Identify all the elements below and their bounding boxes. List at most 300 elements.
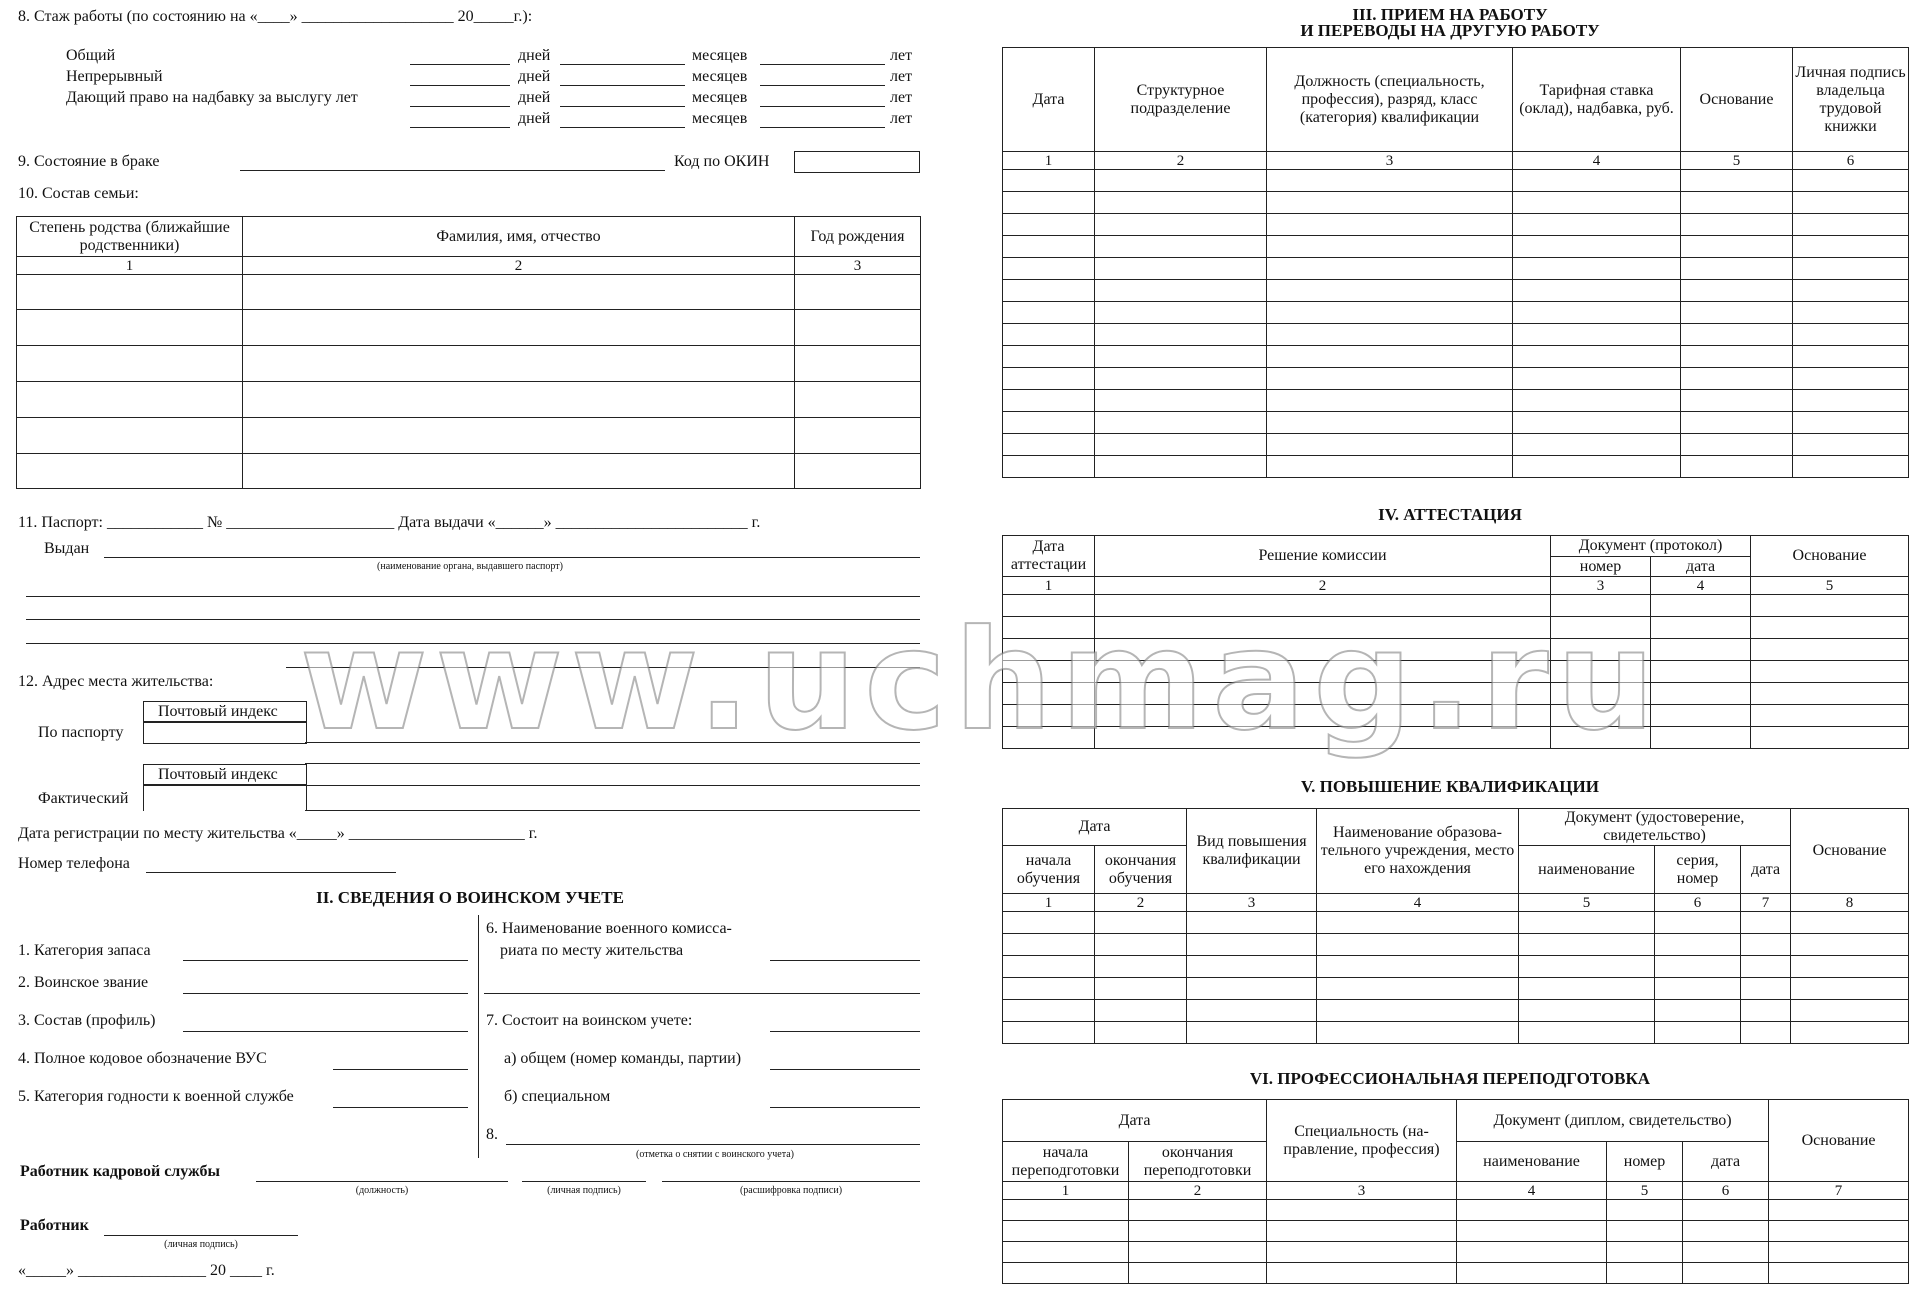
- table-cell[interactable]: [795, 346, 921, 382]
- table-cell[interactable]: [1651, 727, 1751, 749]
- table-cell[interactable]: [795, 310, 921, 346]
- table-cell[interactable]: [1551, 727, 1651, 749]
- months-field[interactable]: [560, 106, 685, 107]
- table-cell[interactable]: [1095, 456, 1267, 478]
- table-cell[interactable]: [1129, 1263, 1267, 1284]
- table-cell[interactable]: [1003, 956, 1095, 978]
- table-row: [1003, 236, 1909, 258]
- table-cell[interactable]: [1681, 434, 1793, 456]
- years-field[interactable]: [760, 106, 885, 107]
- family-label: 10. Состав семьи:: [18, 185, 139, 202]
- table-cell[interactable]: [1769, 1242, 1909, 1263]
- by-passport-address-field[interactable]: [305, 742, 920, 743]
- header-rate: Тарифная ставка (оклад), надбавка, руб.: [1513, 48, 1681, 152]
- table-cell[interactable]: [1003, 280, 1095, 302]
- deregistration-field[interactable]: [506, 1144, 920, 1145]
- fitness-category-field[interactable]: [333, 1107, 468, 1108]
- table-cell[interactable]: [1267, 302, 1513, 324]
- by-passport-label: По паспорту: [38, 724, 124, 741]
- table-cell[interactable]: [1513, 280, 1681, 302]
- table-cell[interactable]: [1751, 617, 1909, 639]
- table-cell[interactable]: [1681, 170, 1793, 192]
- signature-date-line: «_____» ________________ 20 ____ г.: [18, 1262, 275, 1279]
- table-cell[interactable]: [1003, 434, 1095, 456]
- table-cell[interactable]: [1267, 1221, 1457, 1242]
- table-cell[interactable]: [1681, 236, 1793, 258]
- table-cell[interactable]: [1551, 705, 1651, 727]
- column-number: 3: [1187, 894, 1317, 912]
- table-cell[interactable]: [1655, 912, 1741, 934]
- profile-field[interactable]: [183, 1031, 468, 1032]
- table-cell[interactable]: [1607, 1263, 1683, 1284]
- table-cell[interactable]: [1003, 412, 1095, 434]
- table-cell[interactable]: [17, 310, 243, 346]
- table-cell[interactable]: [1751, 727, 1909, 749]
- years-field[interactable]: [760, 64, 885, 65]
- table-cell[interactable]: [1651, 705, 1751, 727]
- table-cell[interactable]: [1267, 236, 1513, 258]
- table-row: [1003, 456, 1909, 478]
- column-number: 6: [1793, 152, 1909, 170]
- table-cell[interactable]: [1793, 390, 1909, 412]
- table-cell[interactable]: [1513, 324, 1681, 346]
- table-cell[interactable]: [1751, 661, 1909, 683]
- table-cell[interactable]: [1003, 390, 1095, 412]
- issued-by-field[interactable]: [104, 557, 920, 558]
- table-cell[interactable]: [1003, 727, 1095, 749]
- table-cell[interactable]: [1681, 368, 1793, 390]
- issued-by-field-line[interactable]: [26, 596, 920, 597]
- table-cell[interactable]: [17, 454, 243, 489]
- table-cell[interactable]: [1513, 170, 1681, 192]
- table-cell[interactable]: [1129, 1242, 1267, 1263]
- table-cell[interactable]: [795, 418, 921, 454]
- table-cell[interactable]: [1769, 1200, 1909, 1221]
- table-cell[interactable]: [1655, 1000, 1741, 1022]
- table-cell[interactable]: [1551, 617, 1651, 639]
- table-cell[interactable]: [1003, 1200, 1129, 1221]
- military-rank-field[interactable]: [183, 993, 468, 994]
- table-cell[interactable]: [1791, 912, 1909, 934]
- table-cell[interactable]: [1551, 595, 1651, 617]
- table-cell[interactable]: [1003, 456, 1095, 478]
- header-doc-date: дата: [1651, 557, 1751, 577]
- table-cell[interactable]: [1095, 683, 1551, 705]
- table-cell[interactable]: [1607, 1221, 1683, 1242]
- table-cell[interactable]: [1317, 956, 1519, 978]
- table-cell[interactable]: [243, 382, 795, 418]
- table-cell[interactable]: [1003, 683, 1095, 705]
- table-cell[interactable]: [1741, 1022, 1791, 1044]
- table-cell[interactable]: [1267, 324, 1513, 346]
- table-cell[interactable]: [1003, 934, 1095, 956]
- table-cell[interactable]: [1513, 192, 1681, 214]
- column-number: 4: [1513, 152, 1681, 170]
- table-row: [1003, 390, 1909, 412]
- header-doc-date: дата: [1683, 1142, 1769, 1182]
- family-table: [16, 216, 921, 489]
- table-cell[interactable]: [1513, 214, 1681, 236]
- table-row: [1003, 1263, 1909, 1284]
- registration-date-line: Дата регистрации по месту жительства «_____» ______________________ г.: [18, 825, 538, 842]
- table-cell[interactable]: [1129, 1221, 1267, 1242]
- table-cell[interactable]: [17, 418, 243, 454]
- table-cell[interactable]: [795, 275, 921, 310]
- table-cell[interactable]: [1003, 661, 1095, 683]
- general-registration-field[interactable]: [770, 1069, 920, 1070]
- table-cell[interactable]: [1769, 1263, 1909, 1284]
- registration-field[interactable]: [770, 1031, 920, 1032]
- table-cell[interactable]: [1681, 390, 1793, 412]
- table-cell[interactable]: [1095, 412, 1267, 434]
- column-number: 1: [1003, 1182, 1129, 1200]
- table-cell[interactable]: [1683, 1221, 1769, 1242]
- table-cell[interactable]: [1519, 912, 1655, 934]
- table-cell[interactable]: [1267, 1242, 1457, 1263]
- table-cell[interactable]: [1267, 346, 1513, 368]
- table-cell[interactable]: [1187, 1022, 1317, 1044]
- table-cell[interactable]: [1457, 1200, 1607, 1221]
- table-cell[interactable]: [1683, 1263, 1769, 1284]
- column-number: 2: [1129, 1182, 1267, 1200]
- table-cell[interactable]: [1793, 456, 1909, 478]
- table-row: [1003, 170, 1909, 192]
- table-cell[interactable]: [1095, 1022, 1187, 1044]
- column-number: 1: [1003, 152, 1095, 170]
- actual-address-field-line[interactable]: [305, 785, 920, 786]
- table-cell[interactable]: [1793, 346, 1909, 368]
- section-8-title: 8. Стаж работы (по состоянию на «____» ___________________ 20_____г.):: [18, 8, 533, 25]
- table-cell[interactable]: [1741, 912, 1791, 934]
- table-cell[interactable]: [1187, 912, 1317, 934]
- marital-status-field[interactable]: [240, 170, 665, 171]
- actual-address-field[interactable]: [305, 810, 920, 811]
- table-cell[interactable]: [243, 275, 795, 310]
- table-cell[interactable]: [1095, 324, 1267, 346]
- table-cell[interactable]: [1187, 956, 1317, 978]
- table-cell[interactable]: [1003, 1242, 1129, 1263]
- table-cell[interactable]: [1793, 236, 1909, 258]
- table-cell[interactable]: [795, 454, 921, 489]
- commissariat-field-line[interactable]: [484, 993, 920, 994]
- table-cell[interactable]: [1095, 595, 1551, 617]
- table-cell[interactable]: [1741, 978, 1791, 1000]
- table-cell[interactable]: [1187, 934, 1317, 956]
- table-cell[interactable]: [1791, 1022, 1909, 1044]
- decode-note: (расшифровка подписи): [739, 1185, 843, 1196]
- table-cell[interactable]: [243, 418, 795, 454]
- days-field[interactable]: [410, 127, 510, 128]
- table-cell[interactable]: [1003, 236, 1095, 258]
- table-cell[interactable]: [1681, 412, 1793, 434]
- reserve-category-field[interactable]: [183, 960, 468, 961]
- address-field-line[interactable]: [305, 763, 920, 764]
- table-cell[interactable]: [1741, 956, 1791, 978]
- years-field[interactable]: [760, 85, 885, 86]
- table-cell[interactable]: [1681, 346, 1793, 368]
- table-cell[interactable]: [1681, 192, 1793, 214]
- table-cell[interactable]: [1793, 434, 1909, 456]
- header-specialty: Специальность (на- правление, профессия): [1267, 1100, 1457, 1182]
- table-cell[interactable]: [1513, 434, 1681, 456]
- table-cell[interactable]: [1267, 280, 1513, 302]
- table-cell[interactable]: [1095, 956, 1187, 978]
- table-cell[interactable]: [1095, 170, 1267, 192]
- table-cell[interactable]: [1317, 912, 1519, 934]
- table-cell[interactable]: [1095, 705, 1551, 727]
- table-cell[interactable]: [1003, 170, 1095, 192]
- table-cell[interactable]: [1519, 934, 1655, 956]
- table-cell[interactable]: [1793, 214, 1909, 236]
- table-cell[interactable]: [1095, 912, 1187, 934]
- qualification-title: V. ПОВЫШЕНИЕ КВАЛИФИКАЦИИ: [1301, 777, 1599, 796]
- table-cell[interactable]: [1095, 302, 1267, 324]
- table-cell[interactable]: [1267, 214, 1513, 236]
- header-position: Должность (специальность, профессия), разряд, класс (категория) квалификации: [1267, 48, 1513, 152]
- table-cell[interactable]: [1651, 661, 1751, 683]
- table-cell[interactable]: [1267, 1200, 1457, 1221]
- military-item: 5. Категория годности к военной службе: [18, 1088, 294, 1105]
- table-cell[interactable]: [1681, 280, 1793, 302]
- table-cell[interactable]: [1793, 192, 1909, 214]
- months-field[interactable]: [560, 64, 685, 65]
- table-cell[interactable]: [1095, 617, 1551, 639]
- table-cell[interactable]: [1003, 1263, 1129, 1284]
- table-cell[interactable]: [1129, 1200, 1267, 1221]
- okin-code-box[interactable]: [794, 151, 920, 173]
- vus-code-field[interactable]: [333, 1069, 468, 1070]
- table-cell[interactable]: [1457, 1221, 1607, 1242]
- commissariat-field[interactable]: [770, 960, 920, 961]
- passport-line: 11. Паспорт: ____________ № _____________________ Дата выдачи «______» ________________________ г.: [18, 514, 761, 531]
- table-cell[interactable]: [1513, 302, 1681, 324]
- table-row: [1003, 346, 1909, 368]
- table-cell[interactable]: [1003, 1000, 1095, 1022]
- table-cell[interactable]: [1095, 661, 1551, 683]
- table-cell[interactable]: [1793, 302, 1909, 324]
- table-cell[interactable]: [1267, 434, 1513, 456]
- table-cell[interactable]: [1655, 1022, 1741, 1044]
- table-cell[interactable]: [1655, 956, 1741, 978]
- table-cell[interactable]: [17, 382, 243, 418]
- table-cell[interactable]: [1607, 1200, 1683, 1221]
- table-cell[interactable]: [1095, 346, 1267, 368]
- table-cell[interactable]: [1741, 934, 1791, 956]
- table-cell[interactable]: [1651, 683, 1751, 705]
- table-cell[interactable]: [1681, 258, 1793, 280]
- table-cell[interactable]: [1607, 1242, 1683, 1263]
- header-qualification-type: Вид повышения квалификации: [1187, 809, 1317, 894]
- table-cell[interactable]: [1095, 280, 1267, 302]
- table-cell[interactable]: [1095, 1000, 1187, 1022]
- table-cell[interactable]: [1769, 1221, 1909, 1242]
- header-document: Документ (диплом, свидетельство): [1457, 1100, 1769, 1142]
- table-cell[interactable]: [1095, 258, 1267, 280]
- table-cell[interactable]: [1741, 1000, 1791, 1022]
- table-cell[interactable]: [1267, 390, 1513, 412]
- employment-table: [1002, 47, 1909, 478]
- table-cell[interactable]: [1095, 192, 1267, 214]
- table-cell[interactable]: [1317, 978, 1519, 1000]
- table-cell[interactable]: [1095, 236, 1267, 258]
- days-field[interactable]: [410, 106, 510, 107]
- column-number: 2: [1095, 894, 1187, 912]
- table-row: [1003, 683, 1909, 705]
- table-cell[interactable]: [1003, 258, 1095, 280]
- table-cell[interactable]: [1095, 934, 1187, 956]
- table-cell[interactable]: [1751, 683, 1909, 705]
- military-item-7a: а) общем (номер команды, партии): [504, 1050, 742, 1067]
- table-cell[interactable]: [1751, 705, 1909, 727]
- table-cell[interactable]: [243, 346, 795, 382]
- table-cell[interactable]: [1551, 639, 1651, 661]
- table-cell[interactable]: [1751, 595, 1909, 617]
- hr-signature-field[interactable]: [522, 1181, 646, 1182]
- table-cell[interactable]: [1681, 302, 1793, 324]
- table-cell[interactable]: [1551, 661, 1651, 683]
- table-cell[interactable]: [243, 454, 795, 489]
- table-cell[interactable]: [1457, 1263, 1607, 1284]
- header-attestation-date: Дата аттестации: [1003, 536, 1095, 577]
- military-column-divider: [478, 915, 479, 1158]
- table-cell[interactable]: [1095, 214, 1267, 236]
- table-cell[interactable]: [1003, 705, 1095, 727]
- table-cell[interactable]: [1513, 236, 1681, 258]
- table-cell[interactable]: [1187, 978, 1317, 1000]
- table-cell[interactable]: [1513, 412, 1681, 434]
- table-cell[interactable]: [1317, 934, 1519, 956]
- table-cell[interactable]: [1095, 727, 1551, 749]
- table-cell[interactable]: [1519, 1022, 1655, 1044]
- table-cell[interactable]: [1267, 412, 1513, 434]
- table-cell[interactable]: [1793, 280, 1909, 302]
- table-cell[interactable]: [1651, 639, 1751, 661]
- table-cell[interactable]: [1317, 1022, 1519, 1044]
- table-cell[interactable]: [1003, 978, 1095, 1000]
- table-cell[interactable]: [1793, 412, 1909, 434]
- hr-worker-label: Работник кадровой службы: [20, 1163, 220, 1180]
- issued-by-field-line[interactable]: [26, 619, 920, 620]
- days-field[interactable]: [410, 85, 510, 86]
- table-cell[interactable]: [1003, 595, 1095, 617]
- column-number: 3: [795, 257, 921, 275]
- months-field[interactable]: [560, 85, 685, 86]
- table-cell[interactable]: [1095, 434, 1267, 456]
- address-field-line[interactable]: [286, 667, 920, 668]
- table-cell[interactable]: [1003, 346, 1095, 368]
- hr-signature-decode-field[interactable]: [662, 1181, 920, 1182]
- table-cell[interactable]: [1519, 1000, 1655, 1022]
- table-cell[interactable]: [1187, 1000, 1317, 1022]
- table-cell[interactable]: [1003, 1022, 1095, 1044]
- worker-signature-field[interactable]: [104, 1235, 298, 1236]
- table-cell[interactable]: [795, 382, 921, 418]
- table-cell[interactable]: [1513, 456, 1681, 478]
- years-field[interactable]: [760, 127, 885, 128]
- table-cell[interactable]: [1793, 258, 1909, 280]
- table-row: [1003, 956, 1909, 978]
- table-cell[interactable]: [1003, 302, 1095, 324]
- table-cell[interactable]: [1095, 978, 1187, 1000]
- table-cell[interactable]: [1003, 912, 1095, 934]
- table-cell[interactable]: [1791, 1000, 1909, 1022]
- column-number: 3: [1267, 152, 1513, 170]
- table-cell[interactable]: [17, 275, 243, 310]
- table-cell[interactable]: [1791, 978, 1909, 1000]
- table-cell[interactable]: [1683, 1242, 1769, 1263]
- table-cell[interactable]: [1519, 956, 1655, 978]
- months-field[interactable]: [560, 127, 685, 128]
- phone-field[interactable]: [146, 872, 396, 873]
- table-cell[interactable]: [1513, 258, 1681, 280]
- table-cell[interactable]: [1095, 639, 1551, 661]
- table-cell[interactable]: [1267, 192, 1513, 214]
- table-cell[interactable]: [1551, 683, 1651, 705]
- table-cell[interactable]: [1095, 390, 1267, 412]
- table-cell[interactable]: [1793, 368, 1909, 390]
- table-cell[interactable]: [1267, 1263, 1457, 1284]
- special-registration-field[interactable]: [770, 1107, 920, 1108]
- table-cell[interactable]: [1791, 956, 1909, 978]
- table-cell[interactable]: [1513, 368, 1681, 390]
- table-cell[interactable]: [1317, 1000, 1519, 1022]
- table-cell[interactable]: [1793, 324, 1909, 346]
- table-cell[interactable]: [1003, 617, 1095, 639]
- table-cell[interactable]: [1267, 368, 1513, 390]
- table-cell[interactable]: [1267, 258, 1513, 280]
- table-cell[interactable]: [17, 346, 243, 382]
- table-cell[interactable]: [1003, 214, 1095, 236]
- table-cell[interactable]: [1267, 170, 1513, 192]
- table-cell[interactable]: [1793, 170, 1909, 192]
- table-cell[interactable]: [1681, 324, 1793, 346]
- table-row: [1003, 617, 1909, 639]
- table-row: [17, 310, 921, 346]
- table-cell[interactable]: [1003, 192, 1095, 214]
- table-cell[interactable]: [1681, 214, 1793, 236]
- table-cell[interactable]: [1655, 978, 1741, 1000]
- military-item-7b: б) специальном: [504, 1088, 611, 1105]
- signature-note: (личная подпись): [547, 1185, 621, 1196]
- postal-code-input[interactable]: [143, 784, 307, 811]
- days-field[interactable]: [410, 64, 510, 65]
- table-cell[interactable]: [1267, 456, 1513, 478]
- table-cell[interactable]: [1003, 368, 1095, 390]
- table-cell[interactable]: [1655, 934, 1741, 956]
- table-cell[interactable]: [1095, 368, 1267, 390]
- table-cell[interactable]: [1751, 639, 1909, 661]
- table-cell[interactable]: [243, 310, 795, 346]
- column-number: 4: [1651, 577, 1751, 595]
- table-cell[interactable]: [1513, 346, 1681, 368]
- postal-code-input[interactable]: [143, 721, 307, 744]
- hr-position-field[interactable]: [256, 1181, 508, 1182]
- table-cell[interactable]: [1683, 1200, 1769, 1221]
- column-number: 3: [1267, 1182, 1457, 1200]
- table-cell[interactable]: [1651, 595, 1751, 617]
- table-cell[interactable]: [1003, 639, 1095, 661]
- table-cell[interactable]: [1003, 1221, 1129, 1242]
- table-cell[interactable]: [1681, 456, 1793, 478]
- header-end: окончания переподготовки: [1129, 1142, 1267, 1182]
- table-cell[interactable]: [1651, 617, 1751, 639]
- table-cell[interactable]: [1003, 324, 1095, 346]
- table-cell[interactable]: [1791, 934, 1909, 956]
- table-cell[interactable]: [1519, 978, 1655, 1000]
- issued-by-field-line[interactable]: [26, 643, 920, 644]
- table-cell[interactable]: [1457, 1242, 1607, 1263]
- table-cell[interactable]: [1513, 390, 1681, 412]
